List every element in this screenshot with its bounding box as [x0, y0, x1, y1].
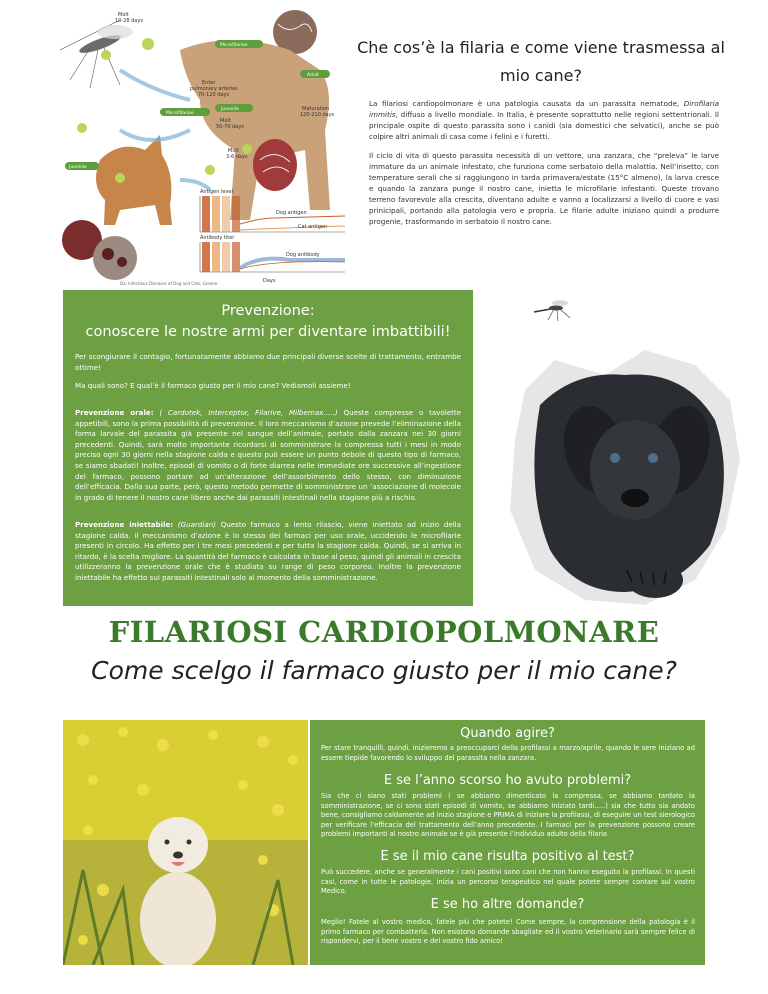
injectable-prevention-brand: (Guardian): [173, 520, 216, 529]
qa-question-1: Quando agire?: [460, 726, 555, 741]
tag-microfilariae: Microfilariae: [220, 43, 248, 48]
intro-title: [356, 34, 726, 90]
prevention-title-line-1: Prevenzione:: [221, 303, 315, 319]
label-antibody-titer: Antibody titer: [200, 235, 235, 241]
label-maturation-days: 120-210 days: [300, 112, 335, 118]
label-maturation: Maturation: [302, 106, 330, 112]
mosquito-illustration: [60, 20, 133, 88]
label-dog-antigen: Dog antigen: [276, 210, 307, 216]
qa-answer-2: Sia che ci siano stati problemi ( se abbiamo dimenticato la compressa, se abbiamo tardato la somministrazione, se ci sono stati episodi di vomito, se abbiamo iniziato tardi…..) sia che tutto sia andato bene, consigliamo caldamente ad inizio stagione e PRIMA di iniziare la profilassi, di eseguire un test sierologico per verificare l’efficacia del trattamento dell’anno precedente. I farmaci per la prevenzione possono creare problemi importanti al nostro animale se è già presente l’individuo adulto della filaria: [321, 792, 695, 839]
qa-question-3: E se il mio cane risulta positivo al test?: [380, 849, 635, 864]
label-molt-3-days: 3-6 days: [226, 154, 248, 160]
qa-answer-4: Meglio! Fatele al vostro medico, fatele più che potete! Come sempre, la comprensione della patologia è il primo farmaco per combatterla. Non esistono domande sbagliate ed il vostro Veterinario sarà sempre felice di rispondervi, per il bene vostro e del vostro fido amico!: [321, 918, 695, 946]
oral-prevention-paragraph: [75, 408, 461, 503]
qa-question-2: E se l’anno scorso ho avuto problemi?: [383, 773, 632, 788]
cat-illustration: [96, 135, 172, 225]
label-days: Days: [263, 278, 276, 284]
oral-prevention-label: Prevenzione orale:: [75, 408, 154, 417]
label-enter-2: pulmonary arteries: [190, 86, 238, 92]
tag-adult: Adult: [307, 73, 319, 78]
dog-in-flower-field-photo: [63, 720, 308, 965]
qa-box: [310, 720, 705, 965]
prevention-title-line-2: conoscere le nostre armi per diventare imbattibili!: [85, 324, 451, 340]
label-cat-antigen: Cat antigen: [298, 224, 328, 230]
heart-illustration: [253, 139, 297, 191]
qa-answer-3: Può succedere, anche se generalmente i cani positivi sono cani che non hanno eseguito la profilassi. In questi casi, come in tutte le patologie, inizia un percorso terapeutico nel quale potete sempre contare sul vostro Medico.: [321, 868, 695, 896]
main-subtitle: Come scelgo il farmaco giusto per il mio cane?: [91, 656, 677, 685]
injectable-prevention-text: Questo farmaco a lento rilascio, viene iniettato ad inizio della stagione calda. il meccanismo d’azione è lo stesso dei farmaci per uso orale, uccidendo le microfilarie presenti in circolo. Ha effetto per i tre mesi precedenti e per tutta la stagione calda. Quindi, se si arriva in ritardo, è la scelta migliore. La quantità del farmaco è calcolata in base al peso, quindi gli animali in crescita utilizzeranno la prevenzione orale che è studiata su range di peso corporeo. Inoltre la prevenzione iniettabile ha effetto sui parassiti intestinali solo al momento della somministrazione.: [75, 520, 461, 582]
prevention-box: [63, 290, 473, 606]
puppy-photo: [495, 330, 755, 620]
injectable-prevention-paragraph: [75, 520, 461, 584]
intro-p1-end: , diffuso a livello mondiale. In Italia, è presente soprattutto nelle regioni settentrionali. Il principale ospite di questo parassita sono i canidi (sia domestici che selvatici), anche se può colpire altri animali di casa come i felini e i furetti.: [369, 110, 719, 141]
label-enter-1: Enter: [202, 80, 216, 86]
tag-juvenile-2: Juvenile: [69, 165, 87, 170]
injectable-prevention-label: Prevenzione iniettabile:: [75, 520, 174, 529]
intro-paragraph-2: Il ciclo di vita di questo parassita necessità di un vettore, una zanzara, che “preleva” le larve immature da un animale infestato, che funziona come serbatoio della malattia. Nell’insetto, con temperature serali che si raggiungono in tarda primavera/estate (15°C almeno), la larva cresce e quando la zanzara punge il nostro cane, inietta le microfilarie infestanti. Queste trovano terreno favorevole alla crescita, diventano adulte e vanno a localizzarsi a livello di cuore e vasi prinicipali, portando alla patologia vero e propria. Le filarie adulte iniziano quindi a produrre progenie, trasformando in serbatoio il nostro cane.: [369, 151, 719, 226]
mosquito-icon: [532, 298, 574, 322]
oral-prevention-brands: ( Cardotek, Interceptor, Filarive, Milbemax…..): [153, 408, 338, 417]
intro-p1-start: La filariosi cardiopolmonare è una patologia causata da un parassita nematode,: [369, 99, 684, 108]
antibody-graph: [200, 235, 345, 284]
oral-prevention-text: Queste compresse o tavolette appetibili, sono la prima possibilità di prevenzione. Il loro meccanismo d’azione prevede l’eliminazione della forma larvale del parassita già presente nel sangue dell’animale, portato dalla zanzara nei 30 giorni precedenti. Quindi, sarà molto importante ricordarsi di somministrare la compressa tutti i mesi in modo preciso ogni 30 giorni nella stagione calda e questo può essere un punto debole di questo tipo di farmaco, se siamo sbadati! Inoltre, episodi di vomito o di forte diarrea nelle immediate ore successive all’ingestione del farmaco, possono portare ad un’alterazione dell’assorbimento dello stesso, con diminuzione dell’efficacia. Dalla sua parte, però, questo metodo permette di somministrare un ‘associazione di molecole in grado di tenere il nostro cane libero anche dai parassiti intestinali nella stagione più a rischio.: [75, 408, 462, 502]
label-molt-2: Molt: [220, 118, 231, 124]
label-molt-1-days: 10-28 days: [115, 18, 143, 24]
label-molt-3: Molt: [228, 148, 239, 154]
diagram-credit: Da: Infectious Diseases of Dog and Cats, Greene: [120, 281, 218, 286]
qa-question-4: E se ho altre domande?: [430, 897, 585, 912]
lifecycle-diagram-figure: [60, 10, 345, 285]
label-dog-antibody: Dog antibody: [286, 252, 320, 258]
intro-title-line-1: Che cos’è la filaria e come viene trasmessa al: [357, 38, 725, 57]
label-molt-1: Molt: [118, 12, 129, 18]
prevention-paragraph-1: Per scongiurare il contagio, fortunatamente abbiamo due principali diverse scelte di trattamento, entrambe ottime!: [75, 352, 461, 372]
worm-section-inset: [93, 236, 137, 280]
tag-juvenile: Juvenile: [221, 107, 239, 112]
label-antigen-level: Antigen level: [200, 189, 233, 195]
lifecycle-diagram: [60, 10, 345, 285]
label-molt-2-days: 50-70 days: [216, 124, 244, 130]
label-enter-3: 70-120 days: [198, 92, 230, 98]
intro-title-line-2: mio cane?: [500, 66, 582, 85]
qa-answer-1: Per stare tranquilli, quindi, inizieremo a preoccuparci della profilassi a marzo/aprile, quando le sere iniziano ad essere tiepide favorendo lo sviluppo del parassita nella zanzara.: [321, 744, 695, 762]
main-title: FILARIOSI CARDIOPOLMONARE: [108, 615, 660, 649]
prevention-title: [63, 301, 473, 343]
intro-paragraph-1: [369, 98, 719, 142]
prevention-paragraph-2: Ma quali sono? E qual’è il farmaco giusto per il mio cane? Vediamoli assieme!: [75, 381, 351, 390]
tag-microfilariae-2: Microfilariae: [166, 111, 194, 116]
intro-p1-species: Dirofilaria immitis: [369, 99, 719, 119]
